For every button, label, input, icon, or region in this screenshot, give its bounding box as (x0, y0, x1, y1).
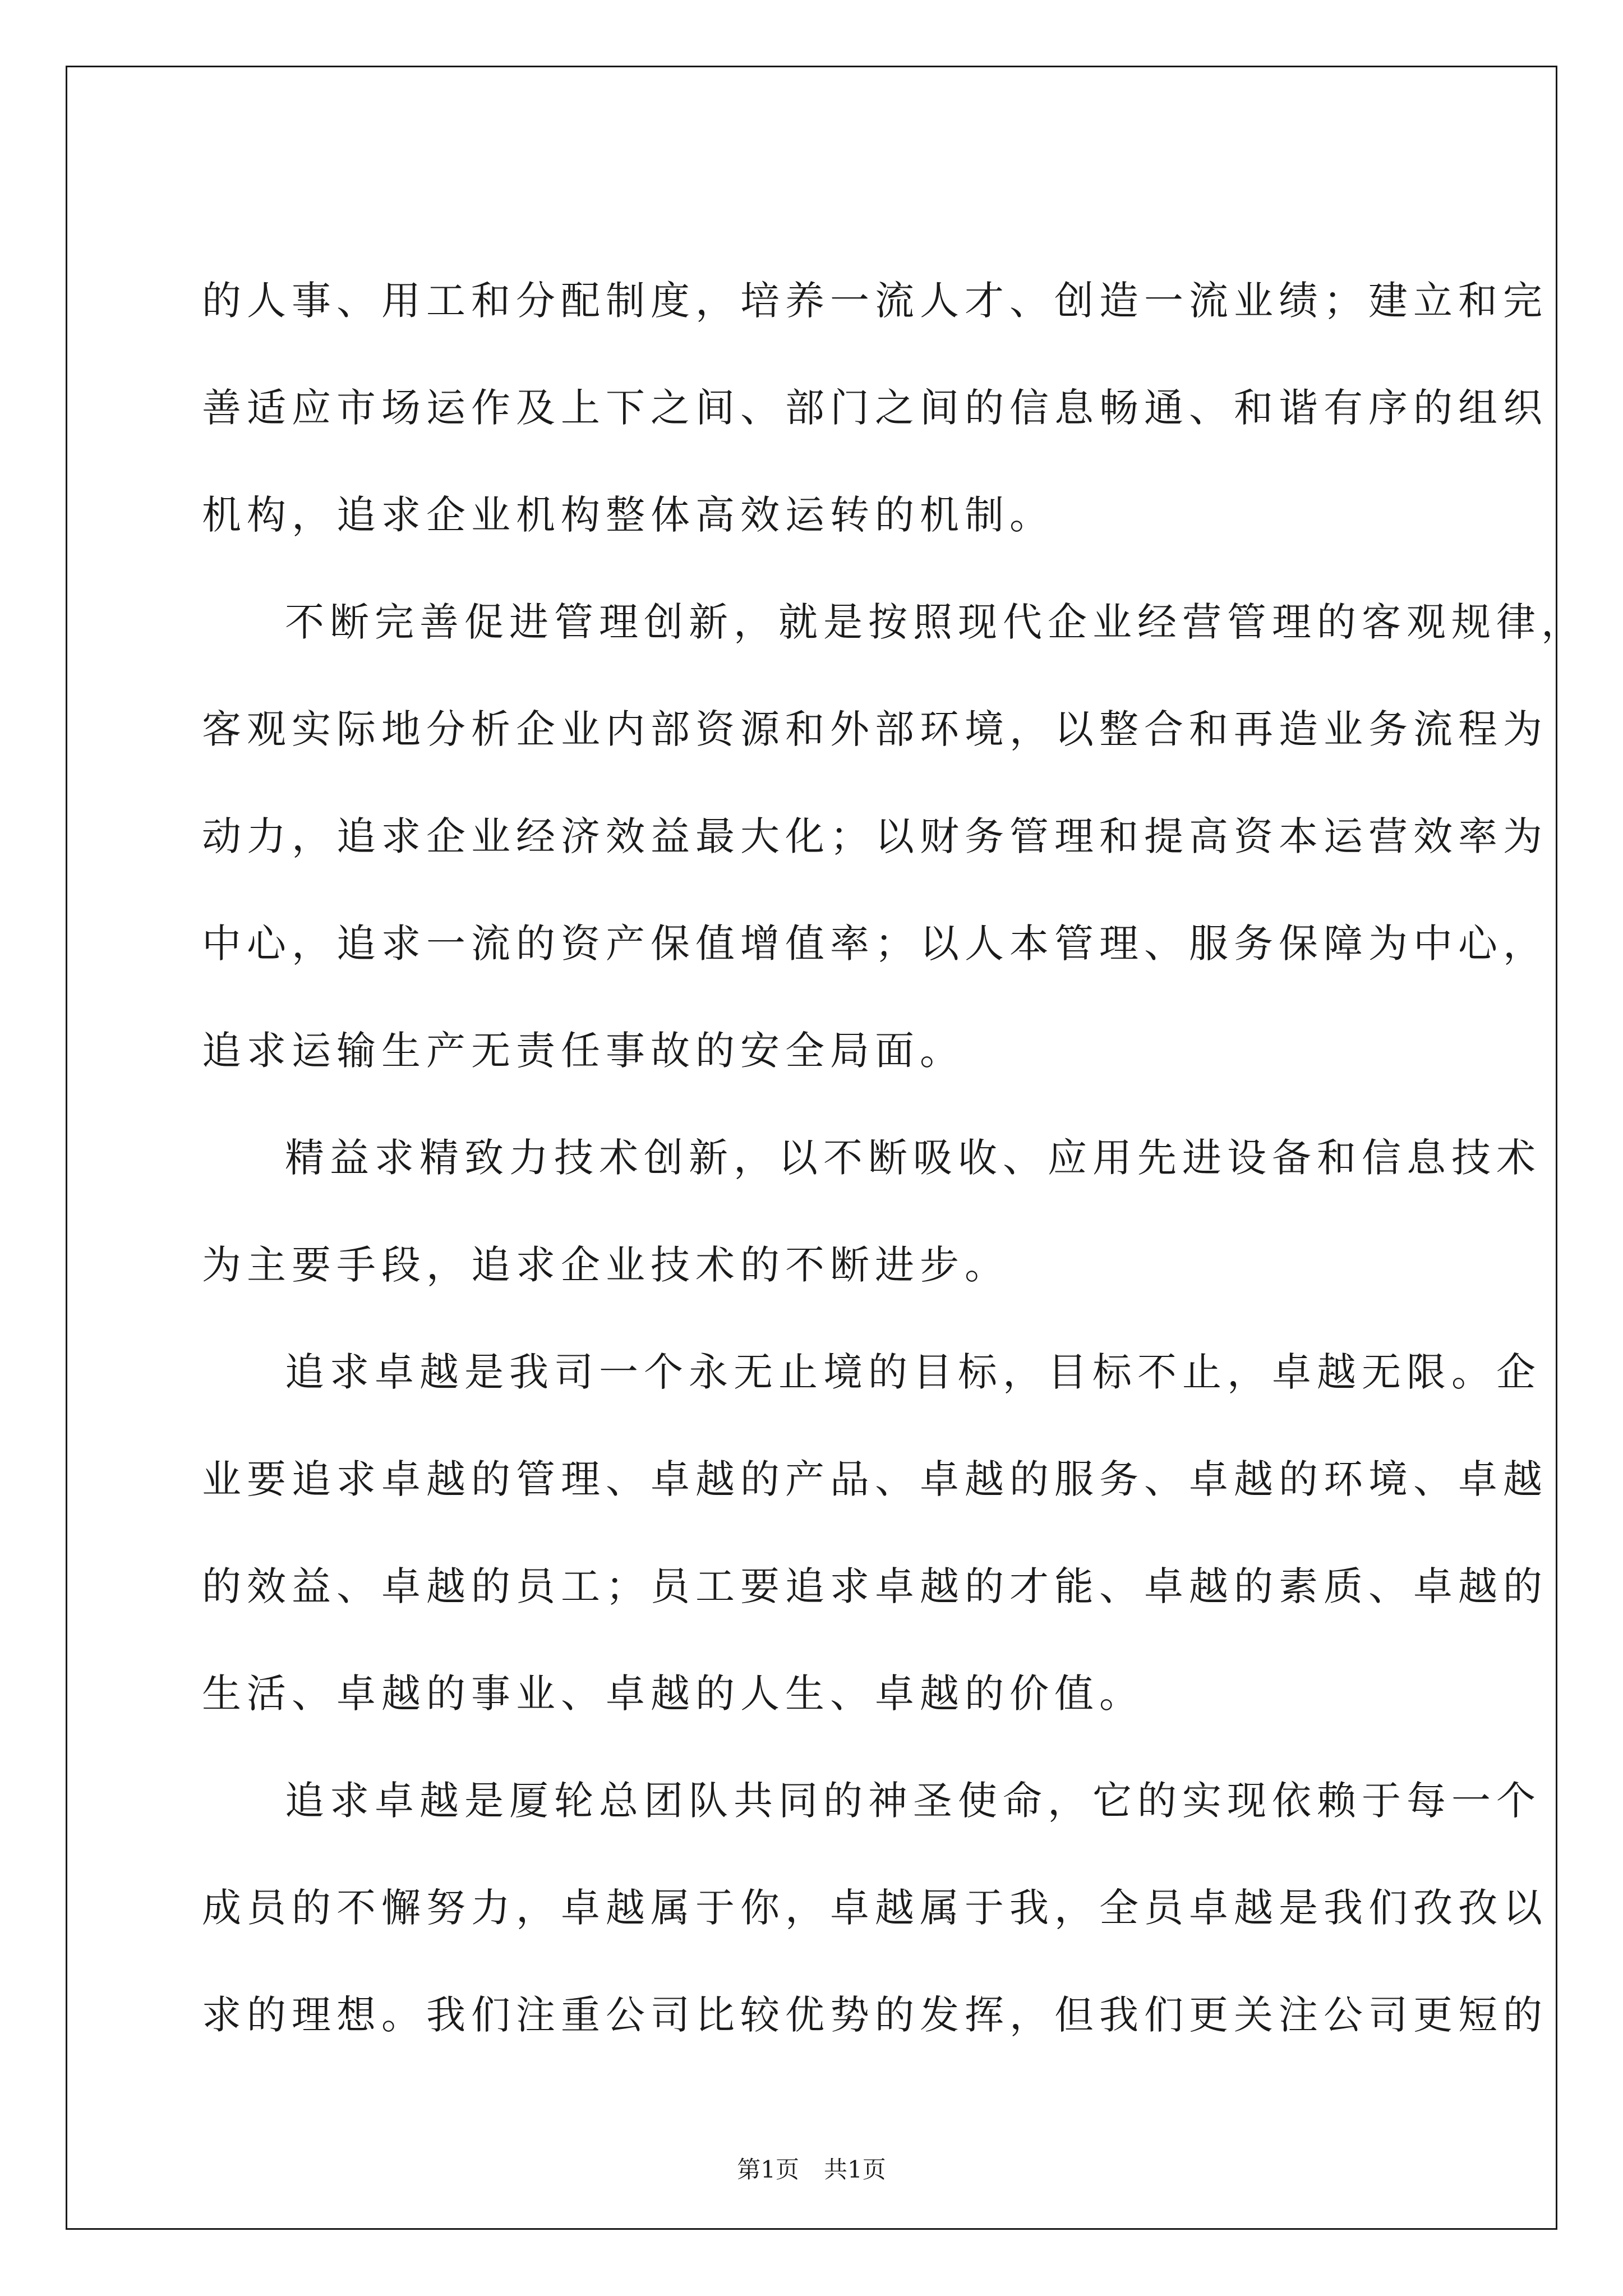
total-pages: 共1页 (824, 2156, 886, 2183)
text-line: 的人事、用工和分配制度，培养一流人才、创造一流业绩；建立和完 (202, 278, 1548, 324)
text-line: 追求运输生产无责任事故的安全局面。 (202, 1028, 965, 1074)
page-number: 第1页 (737, 2156, 799, 2183)
paragraph-first-line: 精益求精致力技术创新，以不断吸收、应用先进设备和信息技术 (285, 1135, 1541, 1181)
text-line: 求的理想。我们注重公司比较优势的发挥，但我们更关注公司更短的 (202, 1992, 1548, 2038)
text-line: 机构，追求企业机构整体高效运转的机制。 (202, 492, 1054, 538)
text-line: 中心，追求一流的资产保值增值率；以人本管理、服务保障为中心， (202, 921, 1548, 967)
paragraph-first-line: 追求卓越是我司一个永无止境的目标，目标不止，卓越无限。企 (285, 1349, 1541, 1395)
text-line: 的效益、卓越的员工；员工要追求卓越的才能、卓越的素质、卓越的 (202, 1563, 1548, 1609)
page-frame (66, 66, 1586, 2230)
text-line: 为主要手段，追求企业技术的不断进步。 (202, 1242, 1009, 1288)
text-line: 动力，追求企业经济效益最大化；以财务管理和提高资本运营效率为 (202, 813, 1548, 859)
text-line: 业要追求卓越的管理、卓越的产品、卓越的服务、卓越的环境、卓越 (202, 1456, 1548, 1502)
paragraph-first-line: 不断完善促进管理创新，就是按照现代企业经营管理的客观规律， (285, 599, 1586, 645)
page-footer (67, 2151, 1556, 2185)
text-line: 生活、卓越的事业、卓越的人生、卓越的价值。 (202, 1671, 1144, 1717)
text-line: 客观实际地分析企业内部资源和外部环境，以整合和再造业务流程为 (202, 706, 1548, 752)
text-line: 成员的不懈努力，卓越属于你，卓越属于我，全员卓越是我们孜孜以 (202, 1885, 1548, 1931)
paragraph-first-line: 追求卓越是厦轮总团队共同的神圣使命，它的实现依赖于每一个 (285, 1778, 1541, 1824)
text-line: 善适应市场运作及上下之间、部门之间的信息畅通、和谐有序的组织 (202, 385, 1548, 431)
